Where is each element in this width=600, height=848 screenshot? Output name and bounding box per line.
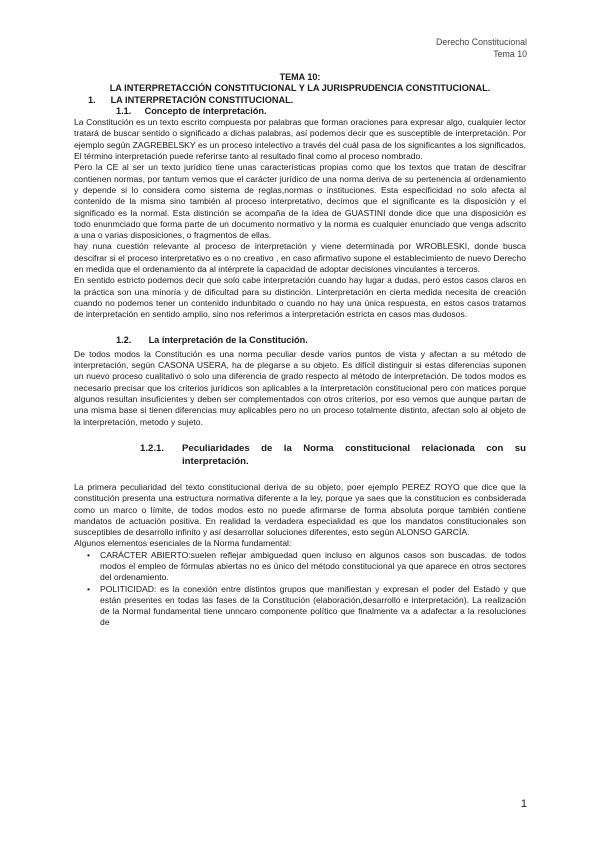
- section-1-1-heading: [116, 106, 526, 117]
- section-1-heading: [88, 95, 526, 106]
- paragraph-3: hay nuna cuestión relevante al proceso de interpretación y viene determinada por WROBLESKI, donde busca descifrar si el proceso interpretativo es o no creativo , en caso afirmativo supone el establecimiento de nuevo Derecho en medida que el ordenamiento da al intérprete la capacidad de adoptar decisiones vinculantes a terceros.: [74, 241, 526, 275]
- document-title: LA INTERPRETACCIÓN CONSTITUCIONAL Y LA JURISPRUDENCIA CONSTITUCIONAL.: [109, 83, 491, 94]
- header-course: Derecho Constitucional: [436, 37, 527, 47]
- section-1-1-number: 1.1.: [116, 105, 132, 116]
- list-item: • POLITICIDAD: es la conexión entre distintos grupos que manifiestan y expresan el poder del Estado y que están presentes en todas las fases de la Constitución (elaboración,desarrollo e interpretación). La realización de la Normal fundamental tiene unncaro componente político que finalmente va a adafectar a la resoluciones de: [100, 584, 526, 629]
- running-header: [436, 37, 527, 60]
- paragraph-5: De todos modos la Constitución es una norma peculiar desde varios puntos de vista y afectan a su método de interpretación, según CASONA USERA, ha de plegarse a su objeto. Es difícil distinguir si estas diferencias suponen un nuevo proceso cualitativo o solo una diferencia de grado respecto al método de interpretación. De todos modos es necesario precisar que los criterios jurídicos son aplicables a la ínterpretación constitucional pero con matices porque algunos resultan insuficientes y deben ser complementados con otros criterios, por eso vemos que aunque partan de una misma base si tienen diferencias muy aplicables pero no un proceso totalmente distinto, afectan solo al objeto de la interpretación, metodo y sujeto.: [74, 348, 526, 427]
- topic-number: TEMA 10:: [279, 72, 321, 82]
- paragraph-1: La Constitución es un texto escrito compuesta por palabras que forman oraciones para expresar algo, cualquier lector tratará de buscar sentido o significado a dichas palabras, así podemos decir que es susceptible de interpretación. Por ejemplo según ZAGREBELSKY es un proceso intelectivo a través del cuál pasa de los significantes a los significados. El término interpretación puede referirse tanto al resultado final como al proceso nombrado.: [74, 117, 526, 162]
- section-1-2-number: 1.2.: [116, 334, 132, 345]
- section-1-2-1-title: Peculiaridades de la Norma constitucional relacionada con su interpretación.: [182, 442, 526, 467]
- section-1-2-heading: [116, 335, 526, 346]
- list-item: • CARÁCTER ABIERTO:suelen reflejar ambiguedad quen incluso en algunos casos son buscadas. de todos modos el empleo de fórmulas abiertas no es único del método constitucional ya que aparece en otros sectores del ordenamiento.: [100, 550, 526, 584]
- paragraph-4: En sentido estricto podemos decir que solo cabe interpretación cuando hay lugar a dudas, pero estos casos claros en la práctica son una minoría y de dificultad para su distinción. Linterpretación en cierta medida necesita de creación cuando no podemos tener un contenido indunbitado o cuando no hay una única respuesta, en estos casos tratamos de interpretación en sentido amplio, sino nos referimos a interpretación estricta en casos mas dudosos.: [74, 275, 526, 320]
- paragraph-2: Pero la CE al ser un texto jurídico tiene unas características propias como que los textos que tratan de descifrar contienen normas, por tantum vemos que el carácter jurídico de una norma deriva de su pertenencia al ordenamiento y depende si lo considera como sistema de reglas,normas o instituciones. Esta especificidad no solo afecta al contenido de la misma sino también al proceso interpretativo, decimos que el significante es la disposición y el significado es la normal. Esta distinción se acompaña de la ídea de GUASTINI donde dice que una disposición es todo enunmciado que forma parte de un documento normativo y la norma es cualquier enunciado que venga adscrito a una o varias disposiciones, o fragmentos de ellas.: [74, 162, 526, 241]
- page-number: 1: [520, 798, 527, 810]
- document-body: [74, 72, 526, 629]
- section-1-number: 1.: [88, 94, 96, 105]
- paragraph-6: La primera peculiaridad del texto constitucional deriva de su objeto, poer ejemplo PEREZ ROYO que dice que la constitución presenta una estructura normativa diferente a la ley, porque ya saes que la constitucion es conbsiderada como un marco o límite, de todos modos esto no puede afirmarse de forma absoluta porque también contiene mandatos de actuación positiva. En realidad la verdadera especialidad es que los mandatos constitucionales son susceptibles de desarrollo infinito y así desarrollar soluciones diferentes, esto según ALONSO GARCÍA.: [74, 481, 526, 538]
- section-1-title: LA INTERPRETACIÓN CONSTITUCIONAL.: [110, 94, 294, 105]
- section-1-2-1-number: 1.2.1.: [140, 442, 165, 454]
- section-1-2-title: La ínterpretación de la Constitución.: [148, 334, 308, 345]
- section-1-2-1-heading: [140, 442, 526, 468]
- essential-elements-list: [74, 550, 526, 629]
- section-1-1-title: Concepto de ínterpretación.: [144, 105, 267, 116]
- paragraph-7: Algunos elementos esenciales de la Norma fundamental:: [74, 538, 292, 549]
- header-topic: Tema 10: [493, 48, 527, 59]
